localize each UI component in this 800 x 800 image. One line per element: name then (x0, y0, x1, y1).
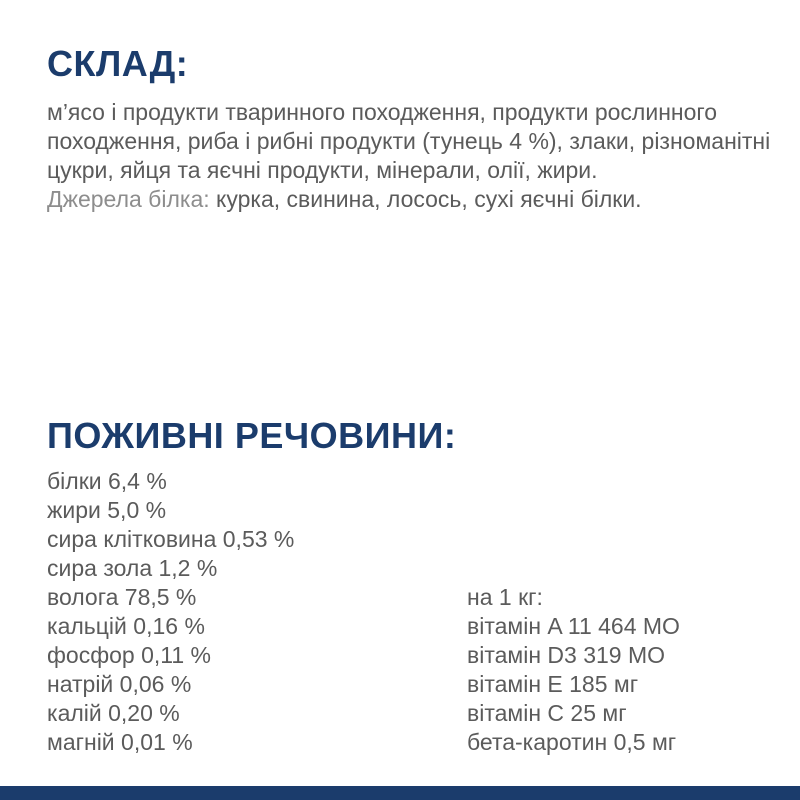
nutrient-item: натрій 0,06 % (47, 671, 192, 697)
vitamin-item: бета-каротин 0,5 мг (467, 729, 677, 755)
vitamins-list (467, 583, 680, 757)
nutrient-item: сира клітковина 0,53 % (47, 526, 295, 552)
vitamins-header: на 1 кг: (467, 584, 543, 610)
composition-heading: СКЛАД: (47, 43, 189, 84)
composition-section (47, 98, 777, 214)
nutrient-item: фосфор 0,11 % (47, 642, 212, 668)
nutrient-item: магній 0,01 % (47, 729, 193, 755)
protein-sources-text: курка, свинина, лосось, сухі яєчні білки. (209, 186, 642, 212)
protein-sources-line (47, 185, 777, 214)
protein-sources-label: Джерела білка: (47, 186, 210, 212)
nutrients-heading: ПОЖИВНІ РЕЧОВИНИ: (47, 415, 457, 456)
composition-text: м’ясо і продукти тваринного походження, продукти рослинного походження, риба і рибні продукти (тунець 4 %), злаки, різноманітні цукри, яйця та яєчні продукти, мінерали, олії, жири. (47, 99, 771, 183)
nutrient-item: волога 78,5 % (47, 584, 197, 610)
vitamin-item: вітамін D3 319 МО (467, 642, 666, 668)
nutrient-item: калій 0,20 % (47, 700, 180, 726)
vitamin-item: вітамін E 185 мг (467, 671, 639, 697)
nutrients-list (47, 467, 294, 757)
nutrient-item: жири 5,0 % (47, 497, 167, 523)
nutrient-item: білки 6,4 % (47, 468, 167, 494)
footer-bar (0, 786, 800, 800)
nutrient-item: сира зола 1,2 % (47, 555, 218, 581)
vitamin-item: вітамін C 25 мг (467, 700, 627, 726)
nutrient-item: кальцій 0,16 % (47, 613, 205, 639)
vitamin-item: вітамін A 11 464 МО (467, 613, 680, 639)
